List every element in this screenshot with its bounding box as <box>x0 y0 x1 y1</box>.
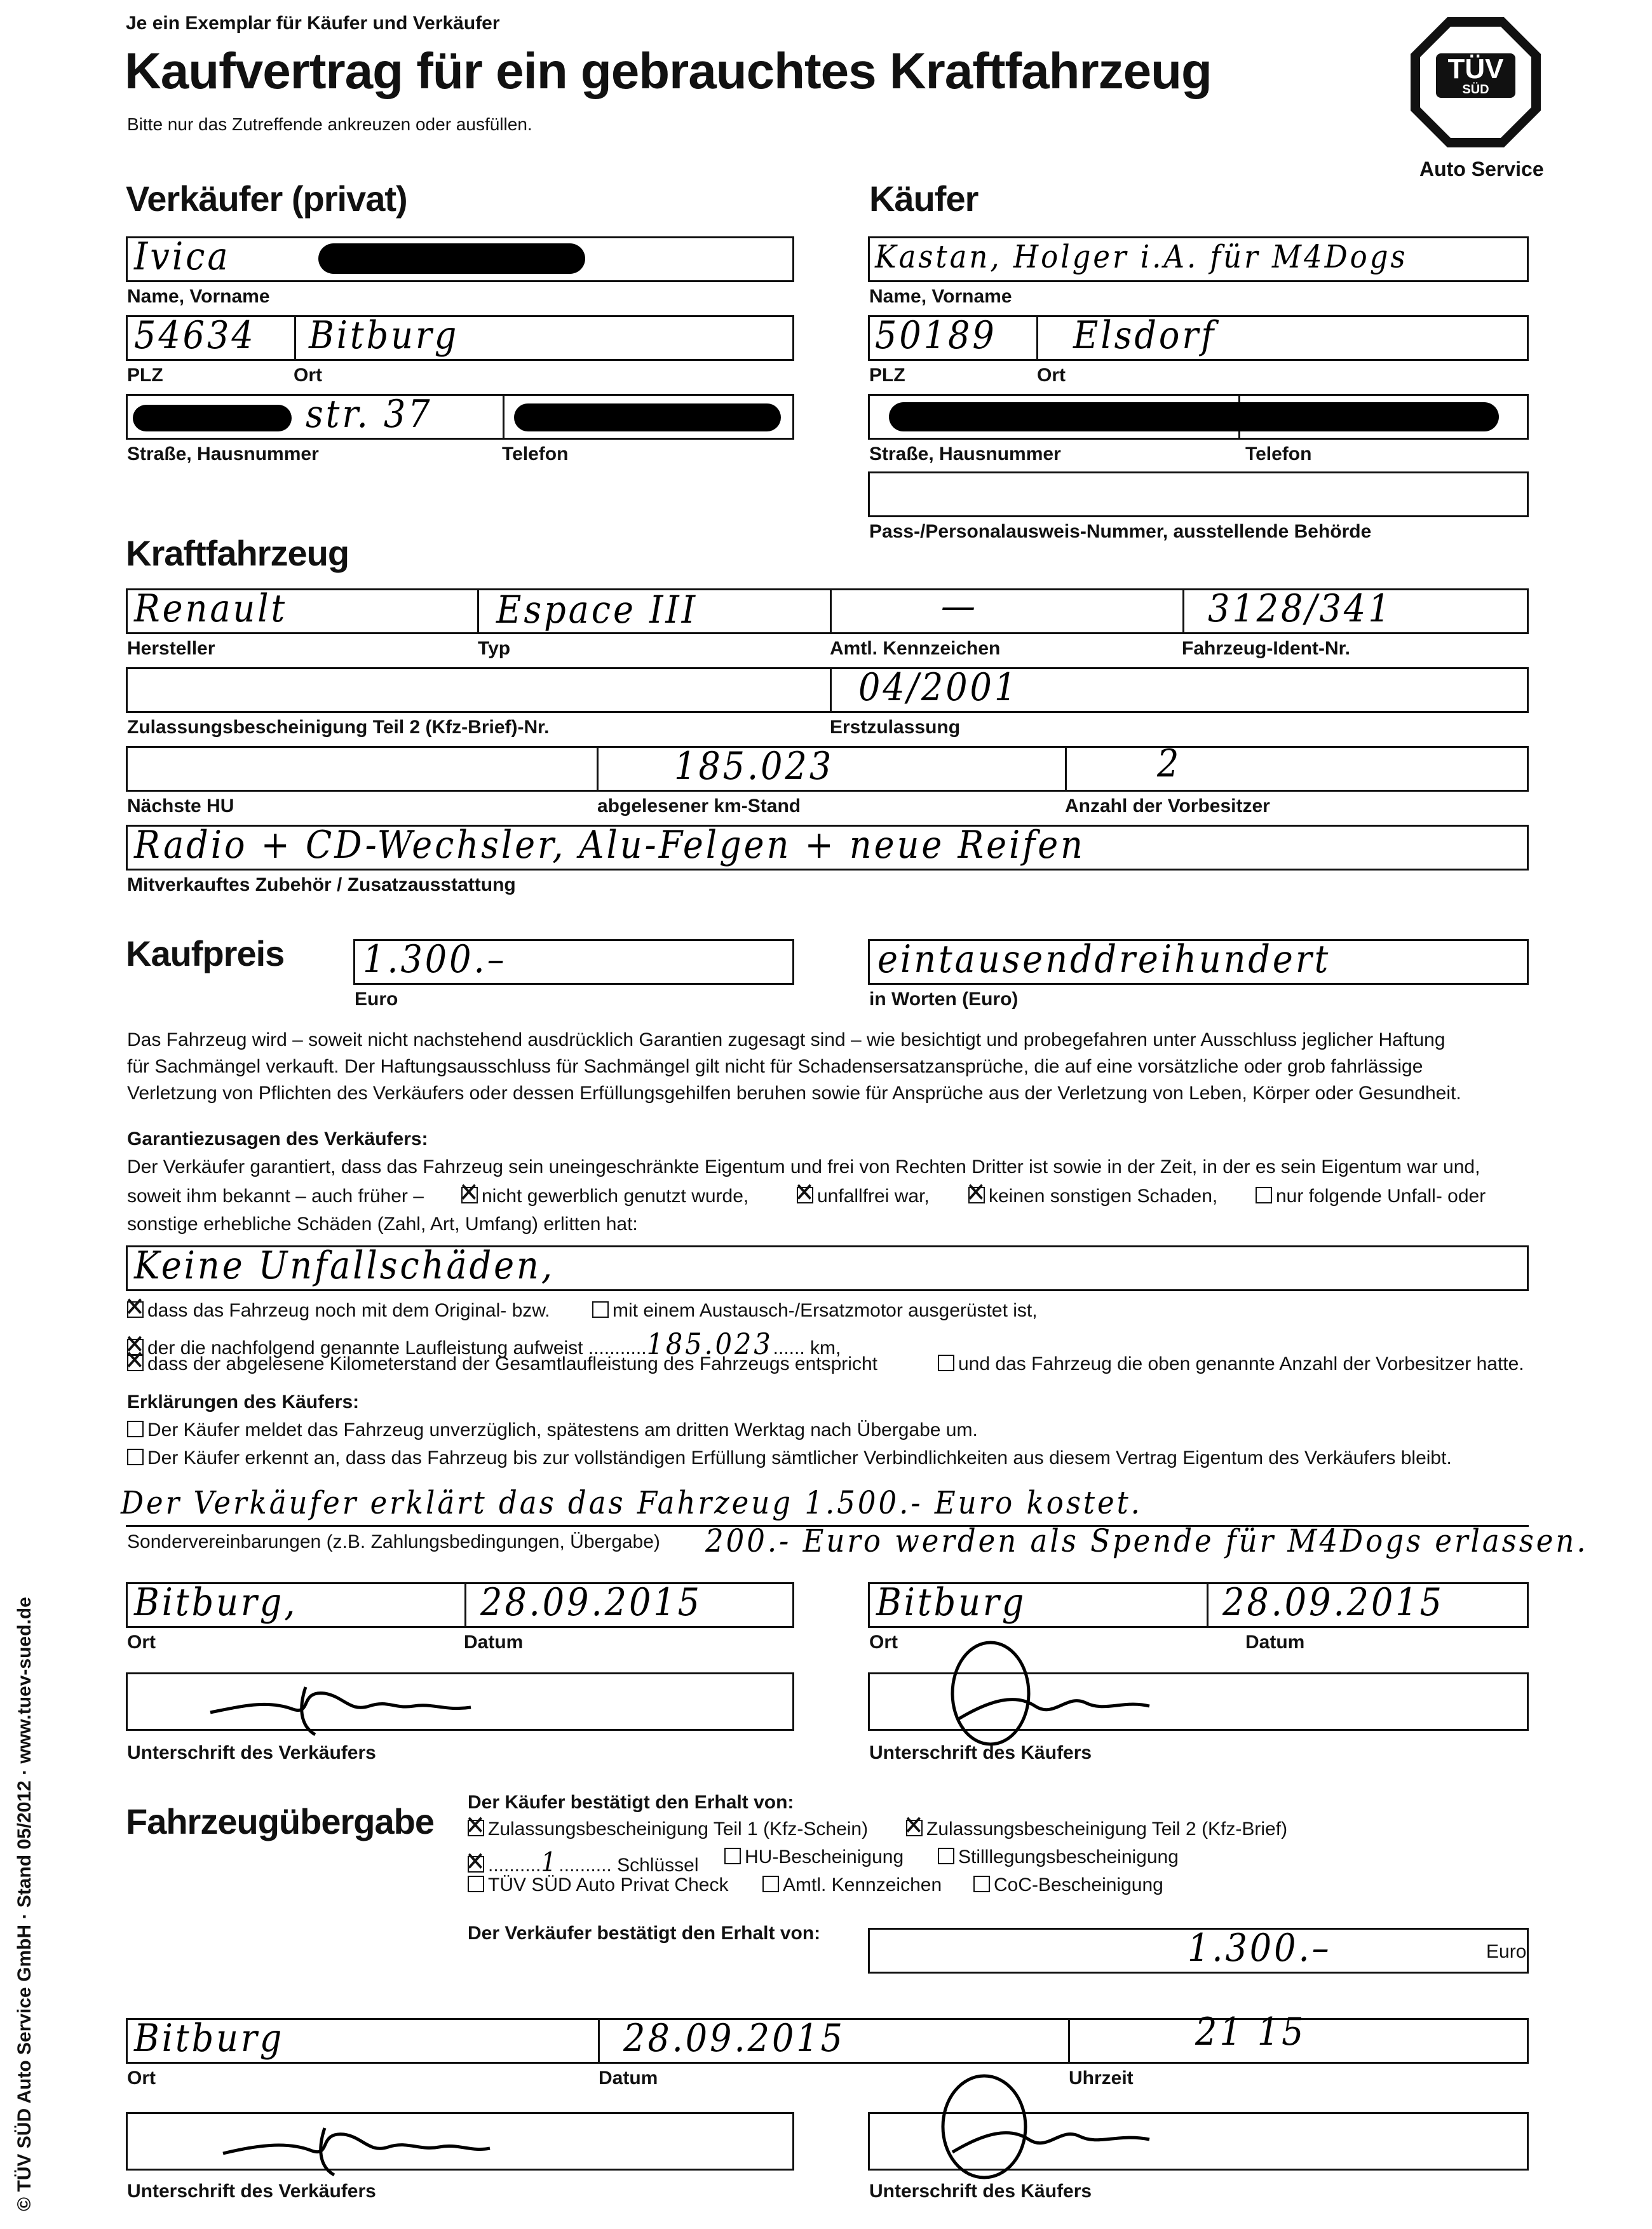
handover-seller-signature-field[interactable] <box>126 2112 794 2171</box>
buyer-street-label: Straße, Hausnummer <box>869 444 1061 464</box>
checkbox-icon[interactable] <box>762 1876 779 1892</box>
buyer-place-value: Bitburg <box>876 1580 1027 1625</box>
seller-phone-label: Telefon <box>502 444 569 464</box>
seller-place-date-field[interactable] <box>126 1582 794 1628</box>
handover-seller-signature-icon <box>217 2114 496 2178</box>
checkbox-checked-icon[interactable] <box>468 1820 484 1836</box>
option-accident-free[interactable]: ✕ unfallfrei war, <box>797 1186 930 1207</box>
checkbox-icon[interactable] <box>938 1848 954 1864</box>
vehicle-first-reg-value: 04/2001 <box>858 665 1019 710</box>
vehicle-hu-label: Nächste HU <box>127 796 234 816</box>
price-amount-field[interactable] <box>353 939 794 985</box>
guarantee-heading: Garantiezusagen des Verkäufers: <box>127 1128 428 1149</box>
guarantee-line-3: sonstige erhebliche Schäden (Zahl, Art, Umfang) erlitten hat: <box>127 1214 638 1235</box>
vehicle-plate-value: — <box>941 584 978 628</box>
price-heading: Kaufpreis <box>126 933 285 973</box>
vehicle-extras-value: Radio + CD-Wechsler, Alu-Felgen + neue Reifen <box>134 823 1085 867</box>
handover-option-hu[interactable]: HU-Bescheinigung <box>724 1846 904 1868</box>
vehicle-maker-label: Hersteller <box>127 638 215 659</box>
checkbox-checked-icon[interactable] <box>127 1355 144 1371</box>
buyer-place-date-field[interactable] <box>868 1582 1529 1628</box>
vehicle-extras-field[interactable] <box>126 825 1529 871</box>
seller-street-label: Straße, Hausnummer <box>127 444 319 464</box>
buyer-id-field[interactable] <box>868 471 1529 517</box>
damage-field[interactable] <box>126 1245 1529 1291</box>
buyer-plz-label: PLZ <box>869 365 905 386</box>
redaction-bar <box>514 403 781 431</box>
logo-caption: Auto Service <box>1419 158 1544 180</box>
buyer-name-value: Kastan, Holger i.A. für M4Dogs <box>875 238 1408 275</box>
buyer-street-phone-field[interactable] <box>868 394 1529 440</box>
price-words-label: in Worten (Euro) <box>869 989 1019 1010</box>
buyer-heading: Käufer <box>869 179 978 219</box>
logo-sub: SÜD <box>1462 83 1489 97</box>
buyer-phone-label: Telefon <box>1245 444 1312 464</box>
terms-line: Das Fahrzeug wird – soweit nicht nachstehend ausdrücklich Garantien zugesagt sind – wie besichtigt und probegefahren unter Ausschluss jeglicher Haftung <box>127 1029 1446 1050</box>
vehicle-vin-label: Fahrzeug-Ident-Nr. <box>1182 638 1351 659</box>
option-original-engine[interactable]: ✕dass das Fahrzeug noch mit dem Original- bzw. <box>127 1300 550 1322</box>
seller-ort-value: Bitburg <box>309 313 459 358</box>
handover-datum-label: Datum <box>599 2068 658 2089</box>
handover-seller-sig-label: Unterschrift des Verkäufers <box>127 2181 376 2202</box>
handover-seller-confirms: Der Verkäufer bestätigt den Erhalt von: <box>468 1923 821 1944</box>
buyer-name-field[interactable] <box>868 236 1529 282</box>
buyer-decl-option-1[interactable]: Der Käufer meldet das Fahrzeug unverzüglich, spätestens am dritten Werktag nach Übergabe um. <box>127 1419 978 1441</box>
terms-paragraph <box>127 1027 1525 1107</box>
special-label: Sondervereinbarungen (z.B. Zahlungsbedingungen, Übergabe) <box>127 1531 660 1552</box>
vehicle-row-3[interactable] <box>126 742 1529 792</box>
price-amount-label: Euro <box>355 989 398 1010</box>
handover-buyer-signature-field[interactable] <box>868 2112 1529 2171</box>
handover-place-value: Bitburg <box>134 2016 285 2061</box>
special-line-2: 200.- Euro werden als Spende für M4Dogs erlassen. <box>705 1522 1588 1559</box>
option-mileage[interactable]: ✕der die nachfolgend genannte Laufleistung aufweist ...........185.023...... km, <box>127 1327 841 1361</box>
handover-option-zb1[interactable]: ✕Zulassungsbescheinigung Teil 1 (Kfz-Schein) <box>468 1819 868 1840</box>
price-words-value: eintausenddreihundert <box>877 937 1331 982</box>
seller-name-label: Name, Vorname <box>127 286 270 307</box>
handover-amount-value: 1.300.– <box>1188 1926 1332 1970</box>
seller-datum-label: Datum <box>464 1632 524 1653</box>
seller-signature-icon <box>204 1674 496 1738</box>
vehicle-plate-label: Amtl. Kennzeichen <box>830 638 1001 659</box>
handover-ort-label: Ort <box>127 2068 156 2089</box>
seller-plz-value: 54634 <box>134 313 256 358</box>
redaction-bar <box>318 243 585 274</box>
redaction-bar <box>889 402 1499 431</box>
checkbox-icon[interactable] <box>973 1876 990 1892</box>
buyer-ort-label: Ort <box>1037 365 1066 386</box>
handover-date-value: 28.09.2015 <box>623 2016 845 2061</box>
vehicle-km-label: abgelesener km-Stand <box>597 796 801 816</box>
seller-signature-field[interactable] <box>126 1672 794 1731</box>
page-subtitle: Bitte nur das Zutreffende ankreuzen oder ausfüllen. <box>127 114 532 134</box>
handover-option-check[interactable]: TÜV SÜD Auto Privat Check <box>468 1874 728 1896</box>
option-following-damage[interactable]: nur folgende Unfall- oder <box>1256 1186 1486 1207</box>
vehicle-row-1[interactable] <box>126 584 1529 634</box>
redaction-bar <box>133 405 292 431</box>
vehicle-brief-label: Zulassungsbescheinigung Teil 2 (Kfz-Brief)-Nr. <box>127 717 550 738</box>
handover-option-keys[interactable]: ✕..........1.......... Schlüssel <box>468 1846 699 1878</box>
buyer-plz-ort-field[interactable] <box>868 315 1529 361</box>
guarantee-line-2: soweit ihm bekannt – auch früher – <box>127 1186 424 1207</box>
terms-line: für Sachmängel verkauft. Der Haftungsausschluss für Sachmängel gilt nicht für Schadensersatzansprüche, die auf eine vorsätzliche oder grob fahrlässige <box>127 1056 1423 1077</box>
option-exchange-engine[interactable]: mit einem Austausch-/Ersatzmotor ausgerüstet ist, <box>592 1300 1038 1322</box>
vehicle-type-value: Espace III <box>496 588 698 632</box>
seller-plz-ort-field[interactable] <box>126 315 794 361</box>
seller-ort-label: Ort <box>294 365 322 386</box>
guarantee-line-1: Der Verkäufer garantiert, dass das Fahrzeug sein uneingeschränkte Eigentum und frei von Rechten Dritter ist sowie in der Zeit, in der es sein Eigentum war und, <box>127 1156 1480 1177</box>
buyer-decl-option-2[interactable]: Der Käufer erkennt an, dass das Fahrzeug bis zur vollständigen Erfüllung sämtlicher Verbindlichkeiten aus diesem Vertrag Eigentum des Verkäufers bleibt. <box>127 1447 1452 1469</box>
handover-option-plate[interactable]: Amtl. Kennzeichen <box>762 1874 942 1896</box>
side-footer: © TÜV SÜD Auto Service GmbH · Stand 05/2012 · www.tuev-sued.de <box>14 1597 35 2211</box>
seller-place-value: Bitburg, <box>134 1580 298 1625</box>
seller-street-phone-field[interactable] <box>126 394 794 440</box>
handover-option-coc[interactable]: CoC-Bescheinigung <box>973 1874 1163 1896</box>
mileage-value: 185.023 <box>646 1327 773 1361</box>
vehicle-km-value: 185.023 <box>674 744 834 789</box>
option-not-commercial[interactable]: ✕ nicht gewerblich genutzt wurde, <box>461 1186 748 1207</box>
handover-option-zb2[interactable]: ✕ Zulassungsbescheinigung Teil 2 (Kfz-Brief) <box>906 1819 1287 1840</box>
vehicle-vin-value: 3128/341 <box>1208 586 1393 631</box>
handover-heading: Fahrzeugübergabe <box>126 1801 434 1841</box>
seller-street-value: str. 37 <box>306 392 433 437</box>
checkbox-checked-icon[interactable] <box>968 1187 985 1203</box>
buyer-name-label: Name, Vorname <box>869 286 1012 307</box>
vehicle-owners-label: Anzahl der Vorbesitzer <box>1065 796 1270 816</box>
damage-value: Keine Unfallschäden, <box>134 1243 555 1288</box>
checkbox-icon[interactable] <box>468 1876 484 1892</box>
vehicle-type-label: Typ <box>478 638 511 659</box>
buyer-ort-label: Ort <box>869 1632 898 1653</box>
checkbox-checked-icon[interactable] <box>906 1820 923 1836</box>
checkbox-icon[interactable] <box>127 1449 144 1465</box>
page-title: Kaufvertrag für ein gebrauchtes Kraftfahrzeug <box>125 43 1212 99</box>
buyer-datum-label: Datum <box>1245 1632 1305 1653</box>
vehicle-row-2[interactable] <box>126 667 1529 713</box>
buyer-date-value: 28.09.2015 <box>1222 1580 1444 1625</box>
checkbox-icon[interactable] <box>938 1355 954 1371</box>
handover-amount-unit: Euro <box>1486 1941 1527 1962</box>
option-no-damage[interactable]: ✕ keinen sonstigen Schaden, <box>968 1186 1217 1207</box>
handover-time-value: 21 15 <box>1195 2010 1306 2054</box>
seller-date-value: 28.09.2015 <box>480 1580 702 1625</box>
seller-name-field[interactable] <box>126 236 794 282</box>
buyer-sig-label: Unterschrift des Käufers <box>869 1742 1092 1763</box>
checkbox-icon[interactable] <box>127 1421 144 1437</box>
checkbox-checked-icon[interactable] <box>468 1856 484 1873</box>
buyer-signature-field[interactable] <box>868 1672 1529 1731</box>
handover-buyer-confirms: Der Käufer bestätigt den Erhalt von: <box>468 1792 794 1813</box>
checkbox-checked-icon[interactable] <box>461 1187 478 1203</box>
handover-amount-field[interactable] <box>868 1928 1529 1974</box>
tuev-logo <box>1407 14 1544 151</box>
checkbox-checked-icon[interactable] <box>797 1187 813 1203</box>
seller-ort-label: Ort <box>127 1632 156 1653</box>
buyer-signature-icon <box>933 1630 1162 1757</box>
seller-name-value: Ivica <box>134 234 231 279</box>
handover-option-stilllegung[interactable]: Stilllegungsbescheinigung <box>938 1846 1179 1868</box>
option-owners[interactable]: und das Fahrzeug die oben genannte Anzahl der Vorbesitzer hatte. <box>938 1353 1524 1375</box>
vehicle-heading: Kraftfahrzeug <box>126 533 349 573</box>
handover-buyer-sig-label: Unterschrift des Käufers <box>869 2181 1092 2202</box>
vehicle-maker-value: Renault <box>134 586 288 631</box>
checkbox-icon[interactable] <box>724 1848 741 1864</box>
option-odometer[interactable]: ✕dass der abgelesene Kilometerstand der Gesamtlaufleistung des Fahrzeugs entspricht <box>127 1353 877 1375</box>
keys-count: 1 <box>541 1846 559 1878</box>
checkbox-checked-icon[interactable] <box>127 1301 144 1318</box>
price-amount-value: 1.300.– <box>363 937 507 982</box>
seller-sig-label: Unterschrift des Verkäufers <box>127 1742 376 1763</box>
handover-time-label: Uhrzeit <box>1069 2068 1134 2089</box>
vehicle-owners-value: 2 <box>1157 742 1182 786</box>
logo-text: TÜV <box>1447 53 1504 85</box>
price-words-field[interactable] <box>868 939 1529 985</box>
buyer-ort-value: Elsdorf <box>1073 313 1217 358</box>
special-line-1: Der Verkäufer erklärt das das Fahrzeug 1.500.- Euro kostet. <box>121 1484 1142 1521</box>
buyer-id-label: Pass-/Personalausweis-Nummer, ausstellende Behörde <box>869 521 1372 542</box>
buyer-plz-value: 50189 <box>875 313 997 358</box>
buyer-decl-heading: Erklärungen des Käufers: <box>127 1392 360 1413</box>
terms-line: Verletzung von Pflichten des Verkäufers oder dessen Erfüllungsgehilfen beruhen sowie für Ansprüche aus der Verletzung von Leben, Körper oder Gesundheit. <box>127 1083 1461 1104</box>
seller-heading: Verkäufer (privat) <box>126 179 407 219</box>
vehicle-extras-label: Mitverkauftes Zubehör / Zusatzausstattung <box>127 874 516 895</box>
checkbox-icon[interactable] <box>1256 1187 1272 1203</box>
copies-note: Je ein Exemplar für Käufer und Verkäufer <box>126 13 500 34</box>
vehicle-first-reg-label: Erstzulassung <box>830 717 961 738</box>
seller-plz-label: PLZ <box>127 365 163 386</box>
handover-place-date-time-field[interactable] <box>126 2010 1529 2064</box>
handover-buyer-signature-icon <box>921 2063 1162 2190</box>
checkbox-icon[interactable] <box>592 1301 609 1318</box>
